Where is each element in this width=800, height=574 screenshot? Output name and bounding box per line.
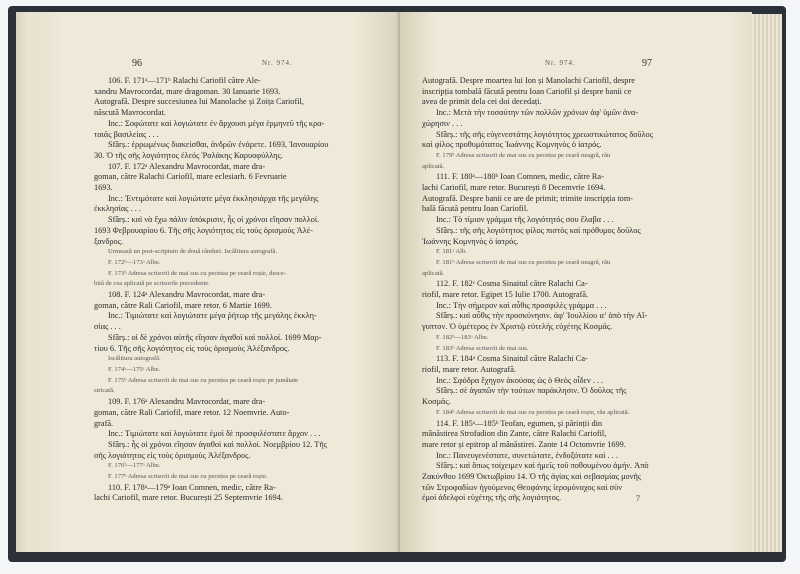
text-line: Autografă. Despre banii ce are de primit; trimite inscripția tom- bbox=[422, 193, 634, 203]
text-line: riofil, mare retor. Autografă. bbox=[422, 364, 516, 374]
text-line: 110. F. 178ᵃ—179ᵃ Ioan Comnen, medic, către Ra- bbox=[108, 482, 276, 492]
text-line: grafă. bbox=[94, 418, 114, 428]
text-line: goman, către Ralachi Cariofil, mare eclesiarh. 6 Fevruarie bbox=[94, 172, 287, 182]
text-line: lachi Cariofil, mare retor. București 25 Septemvrie 1694. bbox=[94, 493, 283, 503]
text-line: 107. F. 172ᵃ Alexandru Mavrocordat, mare dra- bbox=[108, 161, 266, 171]
text-line: Inc.: Σφόδρα ἔχηγον ἀκούσας ὡς ὁ Θεὸς οἶδεν . . . bbox=[436, 375, 604, 385]
footnote-line: F. 172ᵇ—173ᵃ Albe. bbox=[108, 258, 161, 266]
text-line: Inc.: Πανευγενέστατε, συνετώτατε, ἐνδοξότατε καὶ . . . bbox=[436, 450, 618, 460]
text-line: Inc.: Τιμιώτατε καὶ λογιώτατε μέγα ῥήτωρ τῆς μεγάλης ἐκκλη- bbox=[108, 311, 317, 321]
text-line: bală făcută pentru Ioan Cariofil. bbox=[422, 204, 529, 214]
text-line: Inc.: Μετὰ τὴν τοσαύτην τῶν πολλῶν χρόνων ἀφ' ὑμῶν ἀνα- bbox=[436, 108, 639, 118]
text-line: Sfârș.: ἧς οἱ χρόνοι εἴησαν ἀγαθοὶ καὶ πολλοί. Νοεμβρίου 12. Τῆς bbox=[108, 439, 327, 449]
text-line: 111. F. 180ᵃ—180ᵇ Ioan Comnen, medic, către Ra- bbox=[436, 172, 604, 182]
text-line: Autografă. Despre moartea lui Ion și Manolachi Cariofil, despre bbox=[422, 76, 635, 85]
text-line: Sfârș.: τῆς σῆς εὐγενεστάτης λογιότητος χρεωστικώτατος δοῦλος bbox=[436, 129, 653, 139]
text-line: riofil, mare retor. Egipet 15 Iulie 1700. Autografă. bbox=[422, 290, 589, 300]
text-line: lachi Cariofil, mare retor. București 8 Decemvrie 1694. bbox=[422, 183, 606, 193]
text-line: 114. F. 185ᵃ—185ᵇ Teofan, egumen, și părinții din bbox=[436, 418, 603, 428]
footnote-line: F. 181ᵇ Adresa scrisorii de mai sus cu pecetea pe ceară neagră, rău bbox=[436, 258, 611, 266]
text-line: Ἰωάννης Κομνηνὸς ὁ ἰατρός. bbox=[422, 236, 519, 246]
text-line: xandru Mavrocordat, mare dragoman. 30 Ianuarie 1693. bbox=[94, 86, 281, 96]
footnote-line: aplicată. bbox=[422, 269, 445, 277]
right-page-edges bbox=[750, 14, 782, 552]
text-line: născută Mavrocordat. bbox=[94, 108, 166, 118]
text-line: inscripția tombală făcută pentru Ioan Cariofil și despre banii ce bbox=[422, 86, 632, 96]
footnote-line: bită de cea aplicată pe scrisorile precedente. bbox=[94, 280, 210, 288]
text-line: Sfârș.: ἐρρωμένως διακείσθαι, ἀνδρῶν ἐνάρετε. 1693, Ἰανουαρίου bbox=[108, 140, 329, 150]
text-line: σίας . . . bbox=[94, 322, 121, 332]
text-line: Inc.: Τὸ τίμιον γράμμα τῆς λογιότητός σου ἔλαβα . . . bbox=[436, 215, 614, 225]
left-page-edges bbox=[16, 12, 36, 552]
text-line: καὶ φίλος προθυμότατος Ἰωάννης Κομνηνὸς ὁ ἰατρός. bbox=[422, 140, 602, 150]
text-line: mare retor și epitrop al mânăstirei. Zante 14 Octomvrie 1699. bbox=[422, 439, 626, 449]
text-line: mânăstirea Strofadion din Zante, către Ralachi Cariofil, bbox=[422, 429, 607, 439]
text-line: ξανδρος. bbox=[94, 236, 124, 246]
text-line: 108. F. 124ᵃ Alexandru Mavrocordat, mare dra- bbox=[108, 290, 266, 300]
text-line: 1693. bbox=[94, 183, 113, 193]
text-line: 113. F. 184ᵃ Cosma Sinaitul către Ralachi Ca- bbox=[436, 354, 588, 364]
footnote-line: F. 174ᵃ—175ᵃ Albe. bbox=[108, 365, 161, 373]
right-page-text bbox=[422, 76, 712, 504]
text-line: 106. F. 171ᵃ—171ᵇ Ralachi Cariofil către Ale- bbox=[108, 76, 261, 85]
text-line: Sfârș.: καὶ ὅπως τοίχειμεν καὶ ἡμεῖς τοῦ ποθουμένου ἀμήν. Ἀπὸ bbox=[436, 461, 649, 471]
text-line: σῆς λογιότητος εἰς τοὺς ὁρισμοὺς Ἀλέξανδρος. bbox=[94, 450, 251, 460]
text-line: goman, către Rali Cariofil, mare retor. 12 Noemvrie. Auto- bbox=[94, 407, 290, 417]
footnote-line: F. 182ᵇ—183ᵃ Albe. bbox=[436, 333, 489, 341]
text-line: ἐκκλησίας . . . bbox=[94, 204, 141, 214]
right-page-number: 97 bbox=[642, 58, 652, 69]
footnote-line: F. 184ᵇ Adresa scrisorii de mai sus cu pecetea pe ceară roșie, rău aplicată. bbox=[436, 408, 630, 416]
text-line: Sfârș.: τῆς σῆς λογιότητος φίλος πιστὸς καὶ πρόθυμος δοῦλος bbox=[436, 225, 641, 235]
text-line: Sfârș.: σὲ ἀγαπῶν τὴν τούτων παράκλησιν. Ὁ δοῦλος τῆς bbox=[436, 386, 627, 396]
footnote-line: F. 183ᵇ Adresa scrisorii de mai sus. bbox=[436, 344, 529, 352]
text-line: 1693 Φεβρουαρίου 6. Τῆς σῆς λογιότητος εἰς τοὺς ὁρισμοὺς Ἀλέ- bbox=[94, 225, 314, 235]
right-page bbox=[400, 12, 752, 552]
text-line: Inc.: Σοφώτατε καὶ λογιώτατε ἐν ἄρχουσι μέγα ἑρμηνεῦ τῆς κρα- bbox=[108, 118, 325, 128]
text-line: goman, către Rali Cariofil, mare retor. 6 Martie 1699. bbox=[94, 300, 272, 310]
footnote-line: Urmează un post-scriptum de două rânduri. Iscălitura autografă. bbox=[108, 248, 277, 256]
text-line: ταιᾶς βασιλείας . . . bbox=[94, 129, 159, 139]
text-line: Sfârș.: οἱ δὲ χρόνοι αὐτῆς εἴησαν ἀγαθοὶ καὶ πολλοί. 1699 Μαρ- bbox=[108, 332, 322, 342]
text-line: ἐμοὶ ἀδελφοὶ εὐχέτης τῆς σῆς λογιότητος. bbox=[422, 493, 562, 503]
footnote-line: F. 175ᵇ Adresa scrisorii de mai sus cu pecetea pe ceară roșie pe jumătate bbox=[108, 376, 299, 384]
signature-mark: 7 bbox=[636, 494, 640, 503]
left-page-number: 96 bbox=[132, 58, 142, 69]
footnote-line: aplicată. bbox=[422, 162, 445, 170]
footnote-line: Iscălitura autografă. bbox=[108, 355, 161, 363]
left-running-head: Nr. 974. bbox=[262, 59, 293, 67]
footnote-line: F. 176ᵇ—177ᵃ Albe. bbox=[108, 462, 161, 470]
text-line: Inc.: Τὴν σήμερον καὶ αὖθις προσφιλὲς γράμμα . . . bbox=[436, 300, 607, 310]
text-line: χώρησιν . . . bbox=[422, 118, 463, 128]
text-line: Inc.: Τιμιώτατε καὶ λογιώτατε ἐμοὶ δὲ προσφιλέστατε ἄρχον . . . bbox=[108, 429, 321, 439]
left-page-text bbox=[94, 76, 384, 504]
text-line: Sfârș.: καὶ νὰ ἔχω πάλιν ἀπόκρισιν, ἧς οἱ χρόνοι εἴησαν πολλοί. bbox=[108, 215, 320, 225]
text-line: 109. F. 176ᵃ Alexandru Mavrocordat, mare dra- bbox=[108, 397, 266, 407]
text-line: 112. F. 182ᶜ Cosma Sinaitul către Ralachi Ca- bbox=[436, 279, 588, 289]
text-line: 30. Ὁ τῆς σῆς λογιότητος ἐλεός Ῥαλάκης Καρυοφύλλης. bbox=[94, 150, 283, 160]
text-line: Κοσμᾶς. bbox=[422, 397, 451, 407]
footnote-line: F. 181ᵃ Alb. bbox=[436, 248, 467, 256]
text-line: Autografă. Despre succesiunea lui Manolache și Zoița Cariofil, bbox=[94, 97, 304, 107]
footnote-line: stricată. bbox=[94, 387, 115, 395]
text-line: γυπτον. Ὁ ὑμέτερος ἐν Χριστῷ εὐτελὴς εὐχέτης Κοσμᾶς. bbox=[422, 322, 613, 332]
text-line: avea de primit dela cei doi decedați. bbox=[422, 97, 542, 107]
text-line: τίου 6. Τῆς σῆς λογιότητος εἰς τοὺς ὁρισμοὺς Ἀλέξανδρος. bbox=[94, 343, 290, 353]
text-line: Sfârș.: καὶ αὖθις τὴν προσκύνησιν. ἀφ' Ἰουλλίου ιε' ἀπὸ τὴν Αἴ- bbox=[436, 311, 648, 321]
footnote-line: F. 177ᵇ Adresa scrisorii de mai sus cu pecetea pe ceară roșie. bbox=[108, 473, 268, 481]
left-page bbox=[34, 12, 400, 552]
footnote-line: F. 179ᵇ Adresa scrisorii de mai sus cu pecetea pe ceară neagră, rău bbox=[436, 151, 611, 159]
text-line: Ζακύνθου 1699 Ὀκτωβρίου 14. Ὁ τῆς ἁγίας καὶ σεβασμίας μονῆς bbox=[422, 472, 642, 482]
text-line: Inc.: Ἐντιμότατε καὶ λογιώτατε μέγα ἐκκλησιάρχα τῆς μεγάλης bbox=[108, 193, 319, 203]
footnote-line: F. 173ᵇ Adresa scrisorii de mai sus cu pecetea pe ceară roșie, desce- bbox=[108, 269, 287, 277]
right-running-head: Nr. 974. bbox=[545, 59, 576, 67]
text-line: τῶν Στροφαδίων ἡγούμενος Θεοφάνης ἱερομόναχος καὶ σὺν bbox=[422, 482, 622, 492]
